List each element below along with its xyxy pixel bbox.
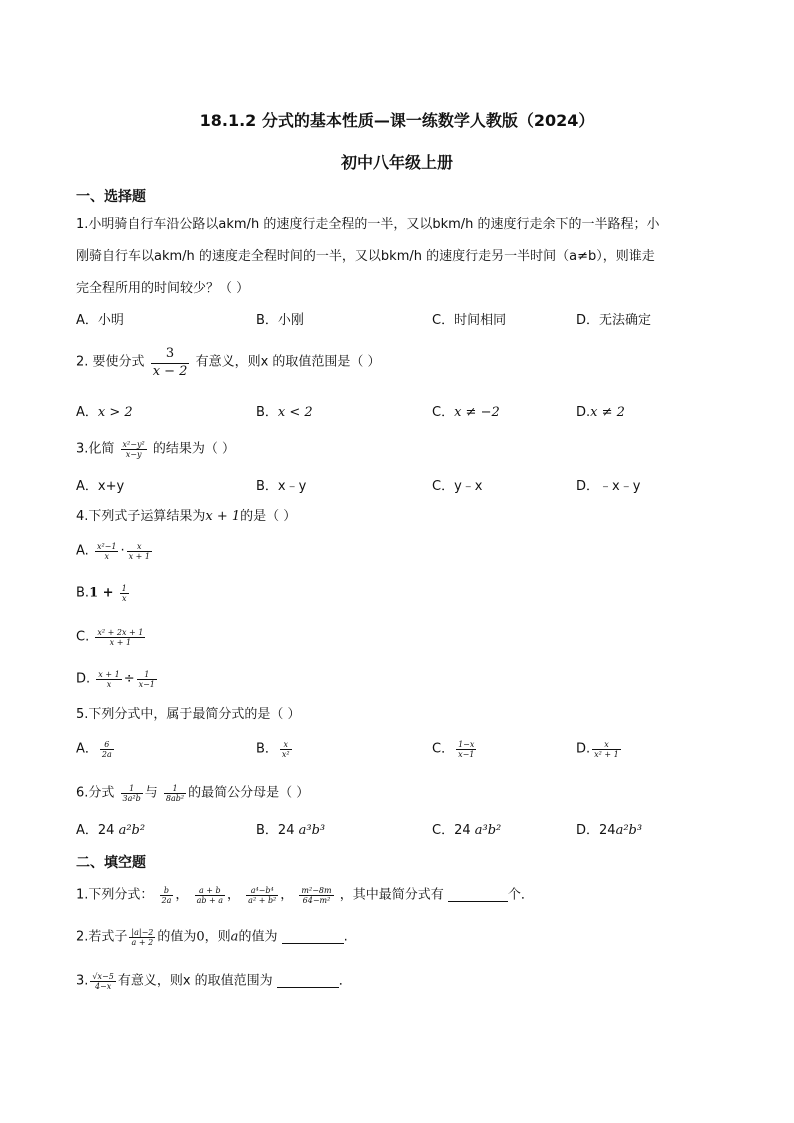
q5-option-d-label: D. [576,741,591,757]
fill2-zero: 0 [196,929,205,945]
q2-option-b-label: B． [256,405,278,420]
fill1-suffix: ，其中最简分式有 [339,887,444,903]
q4-option-b-label: B. [76,585,90,601]
section-fill-heading: 二、填空题 [76,855,146,871]
q5-option-b-label: B． [256,741,278,757]
q4-option-a-frac-2 [127,542,152,561]
fill1-num-3: a⁴−b⁴ [246,886,278,896]
q4-option-c [76,628,147,647]
q6-option-c [432,822,501,840]
q1-line-3: 完全程所用的时间较少？（ ） [76,281,250,296]
fill1-end: 个． [507,887,534,903]
q1-option-a: A．小明 [76,313,124,328]
q6-option-a-expr: a²b² [118,823,146,838]
q5-option-d [576,740,623,759]
fill3-stem [76,972,352,991]
fill2-frac [129,928,155,947]
q4-expr: x + 1 [205,509,241,524]
fill3-suffix: 有意义，则x 的取值范围为 [117,973,273,989]
q2-option-c-expr: x ≠ −2 [454,405,500,420]
fill2-mid2: ，则 [204,929,231,945]
q4-option-b [76,584,131,603]
q5-option-a [76,740,116,759]
q6-frac-1 [121,784,143,803]
q5-option-c [432,740,478,759]
q3-option-c: C．y﹣x [432,479,483,494]
fill1-answer-blank[interactable] [448,889,508,902]
q4-option-d-den-1: x [106,680,112,689]
fill1-num-4: m²−8m [301,886,332,895]
q4-option-d-frac-2 [137,670,157,689]
fill3-prefix: 3. [76,973,89,989]
q5-option-b-frac [280,740,292,759]
q3-option-d: D．﹣x﹣y [576,479,641,494]
fill1-frac-2 [195,886,225,905]
q2-option-b-expr: x < 2 [277,405,313,420]
q5-option-c-num: 1−x [458,740,475,749]
q4-option-b-den: x [121,594,127,603]
q6-num-2: 1 [164,784,186,794]
q1-option-d: D．无法确定 [576,313,652,328]
fill2-num: |a|−2 [131,928,154,937]
q3-prefix: 3.化简 [76,441,115,457]
q6-prefix: 6.分式 [76,785,115,801]
fill2-var: a [230,929,239,945]
q6-option-a-label: A．24 [76,823,115,838]
fill1-num-2: a + b [195,886,225,896]
q3-option-a: A．x+y [76,479,125,494]
fill2-mid: 的值为 [157,929,197,945]
q6-option-a [76,822,145,840]
fill3-end: ． [338,973,352,989]
q2-fraction-denominator: x − 2 [152,364,188,379]
q6-option-c-label: C．24 [432,823,471,838]
q6-option-b-label: B．24 [256,823,295,838]
q2-fraction-numerator: 3 [151,346,190,364]
q4-option-c-den: x + 1 [109,638,132,647]
fill3-frac [90,972,115,991]
fill1-frac-4 [299,886,333,905]
q4-prefix: 4.下列式子运算结果为 [76,509,206,524]
fill1-sep-2: ， [227,887,241,903]
q6-option-c-expr: a³b² [474,823,502,838]
q2-suffix: 有意义，则x 的取值范围是（ ） [195,354,381,370]
q4-option-d-num-2: 1 [137,670,157,680]
q1-line-2: 刚骑自行车以akm/h 的速度走全程时间的一半，又以bkm/h 的速度行走另一半时间（a≠b），则谁走 [76,249,655,264]
fill1-den-4: 64−m² [302,896,331,905]
q4-option-a-den-2: x + 1 [128,552,150,561]
fill1-prefix: 1.下列分式： [76,887,154,903]
title-line-1: 18.1.2 分式的基本性质—课一练数学人教版（2024） [199,111,595,130]
fill3-answer-blank[interactable] [277,975,339,988]
fill2-stem [76,928,348,947]
q2-stem [76,346,381,379]
fill1-den-3: a² + b² [248,896,277,905]
q5-option-c-frac [456,740,476,759]
q6-den-1: 3a²b [122,794,141,803]
q5-option-d-den: x² + 1 [594,750,619,759]
q6-stem [76,784,309,803]
fill1-den-2: ab + a [196,896,224,905]
q6-option-b-expr: a³b³ [298,823,326,838]
fill1-sep-1: ， [175,887,189,903]
q4-option-d-frac-1 [96,670,121,689]
fill3-den: 4−x [94,982,112,991]
q5-option-c-den: x−1 [458,750,475,759]
q5-option-d-frac [592,740,621,759]
q4-option-d-den-2: x−1 [138,680,155,689]
q4-suffix: 的是（ ） [240,509,297,524]
q3-fraction-numerator: x²−y² [122,440,145,449]
q6-option-d [576,822,642,840]
q5-option-c-label: C． [432,741,455,757]
q1-option-c: C．时间相同 [432,313,507,328]
q4-option-a-dot: · [120,543,125,559]
q6-option-b [256,822,325,840]
q2-option-c [432,404,500,422]
q4-option-b-num: 1 [121,584,127,593]
section-choice-heading: 一、选择题 [76,189,146,205]
fill2-prefix: 2.若式子 [76,929,128,945]
q3-suffix: 的结果为（ ） [152,441,235,457]
q3-stem [76,440,235,459]
q6-num-1: 1 [121,784,143,794]
q4-option-c-num: x² + 2x + 1 [97,628,144,637]
q6-mid: 与 [144,785,158,801]
q2-option-d [576,404,625,422]
q4-option-c-frac [95,628,145,647]
q2-option-a [76,404,133,422]
q5-option-a-frac [100,740,114,759]
q5-option-b-den: x² [281,750,290,759]
fill1-frac-3 [246,886,278,905]
q3-fraction [121,440,147,459]
q4-option-a-num-1: x²−1 [96,542,117,551]
q5-option-a-den: 2a [101,750,112,759]
fill1-num-1: b [160,886,174,896]
fill1-frac-1 [160,886,174,905]
q5-option-d-num: x [592,740,621,750]
q5-option-a-num: 6 [100,740,114,750]
fill1-stem [76,886,534,905]
fill2-den: a + 2 [131,938,154,947]
q3-fraction-denominator: x−y [125,450,142,459]
q4-option-d-label: D. [76,671,91,687]
q4-option-d-num-1: x + 1 [98,670,120,679]
q4-option-a-label: A. [76,543,89,559]
q2-option-a-expr: x > 2 [97,405,133,420]
q5-stem: 5.下列分式中，属于最简分式的是（ ） [76,707,301,722]
fill2-end: . [343,929,348,945]
q1-line-1: 1.小明骑自行车沿公路以akm/h 的速度行走全程的一半，又以bkm/h 的速度行走余下的一半路程；小 [76,217,660,232]
q4-option-b-frac [120,584,129,603]
q2-option-c-label: C． [432,405,455,420]
q4-stem [76,508,296,526]
q5-option-a-label: A． [76,741,98,757]
q2-fraction [151,346,190,379]
q2-option-d-label: D. [576,405,591,420]
q2-option-b [256,404,313,422]
q6-frac-2 [164,784,186,803]
fill1-den-1: 2a [161,896,172,905]
q5-option-b [256,740,294,759]
q2-prefix: 2. 要使分式 [76,354,145,370]
q4-option-a-den-1: x [104,552,109,561]
fill3-num: √x−5 [92,972,114,981]
q4-option-a-num-2: x [127,542,152,552]
q4-option-d [76,670,159,689]
q4-option-b-expr: 1 + [89,585,114,601]
fill2-answer-blank[interactable] [282,931,344,944]
q4-option-a [76,542,154,561]
q6-option-d-label: D．24 [576,823,616,838]
title-line-2: 初中八年级上册 [340,153,453,172]
fill1-sep-3: ， [280,887,294,903]
q5-option-b-num: x [280,740,292,750]
q4-option-d-div: ÷ [123,671,135,687]
q4-option-a-frac-1 [95,542,119,561]
q1-option-b: B．小刚 [256,313,304,328]
q6-suffix: 的最简公分母是（ ） [188,785,310,801]
q4-option-c-label: C. [76,629,90,645]
q6-option-d-expr: a²b³ [615,823,643,838]
fill2-suffix: 的值为 [238,929,278,945]
q3-option-b: B．x﹣y [256,479,307,494]
q2-option-a-label: A． [76,405,98,420]
q2-option-d-expr: x ≠ 2 [590,405,625,420]
q6-den-2: 8ab² [165,794,185,803]
